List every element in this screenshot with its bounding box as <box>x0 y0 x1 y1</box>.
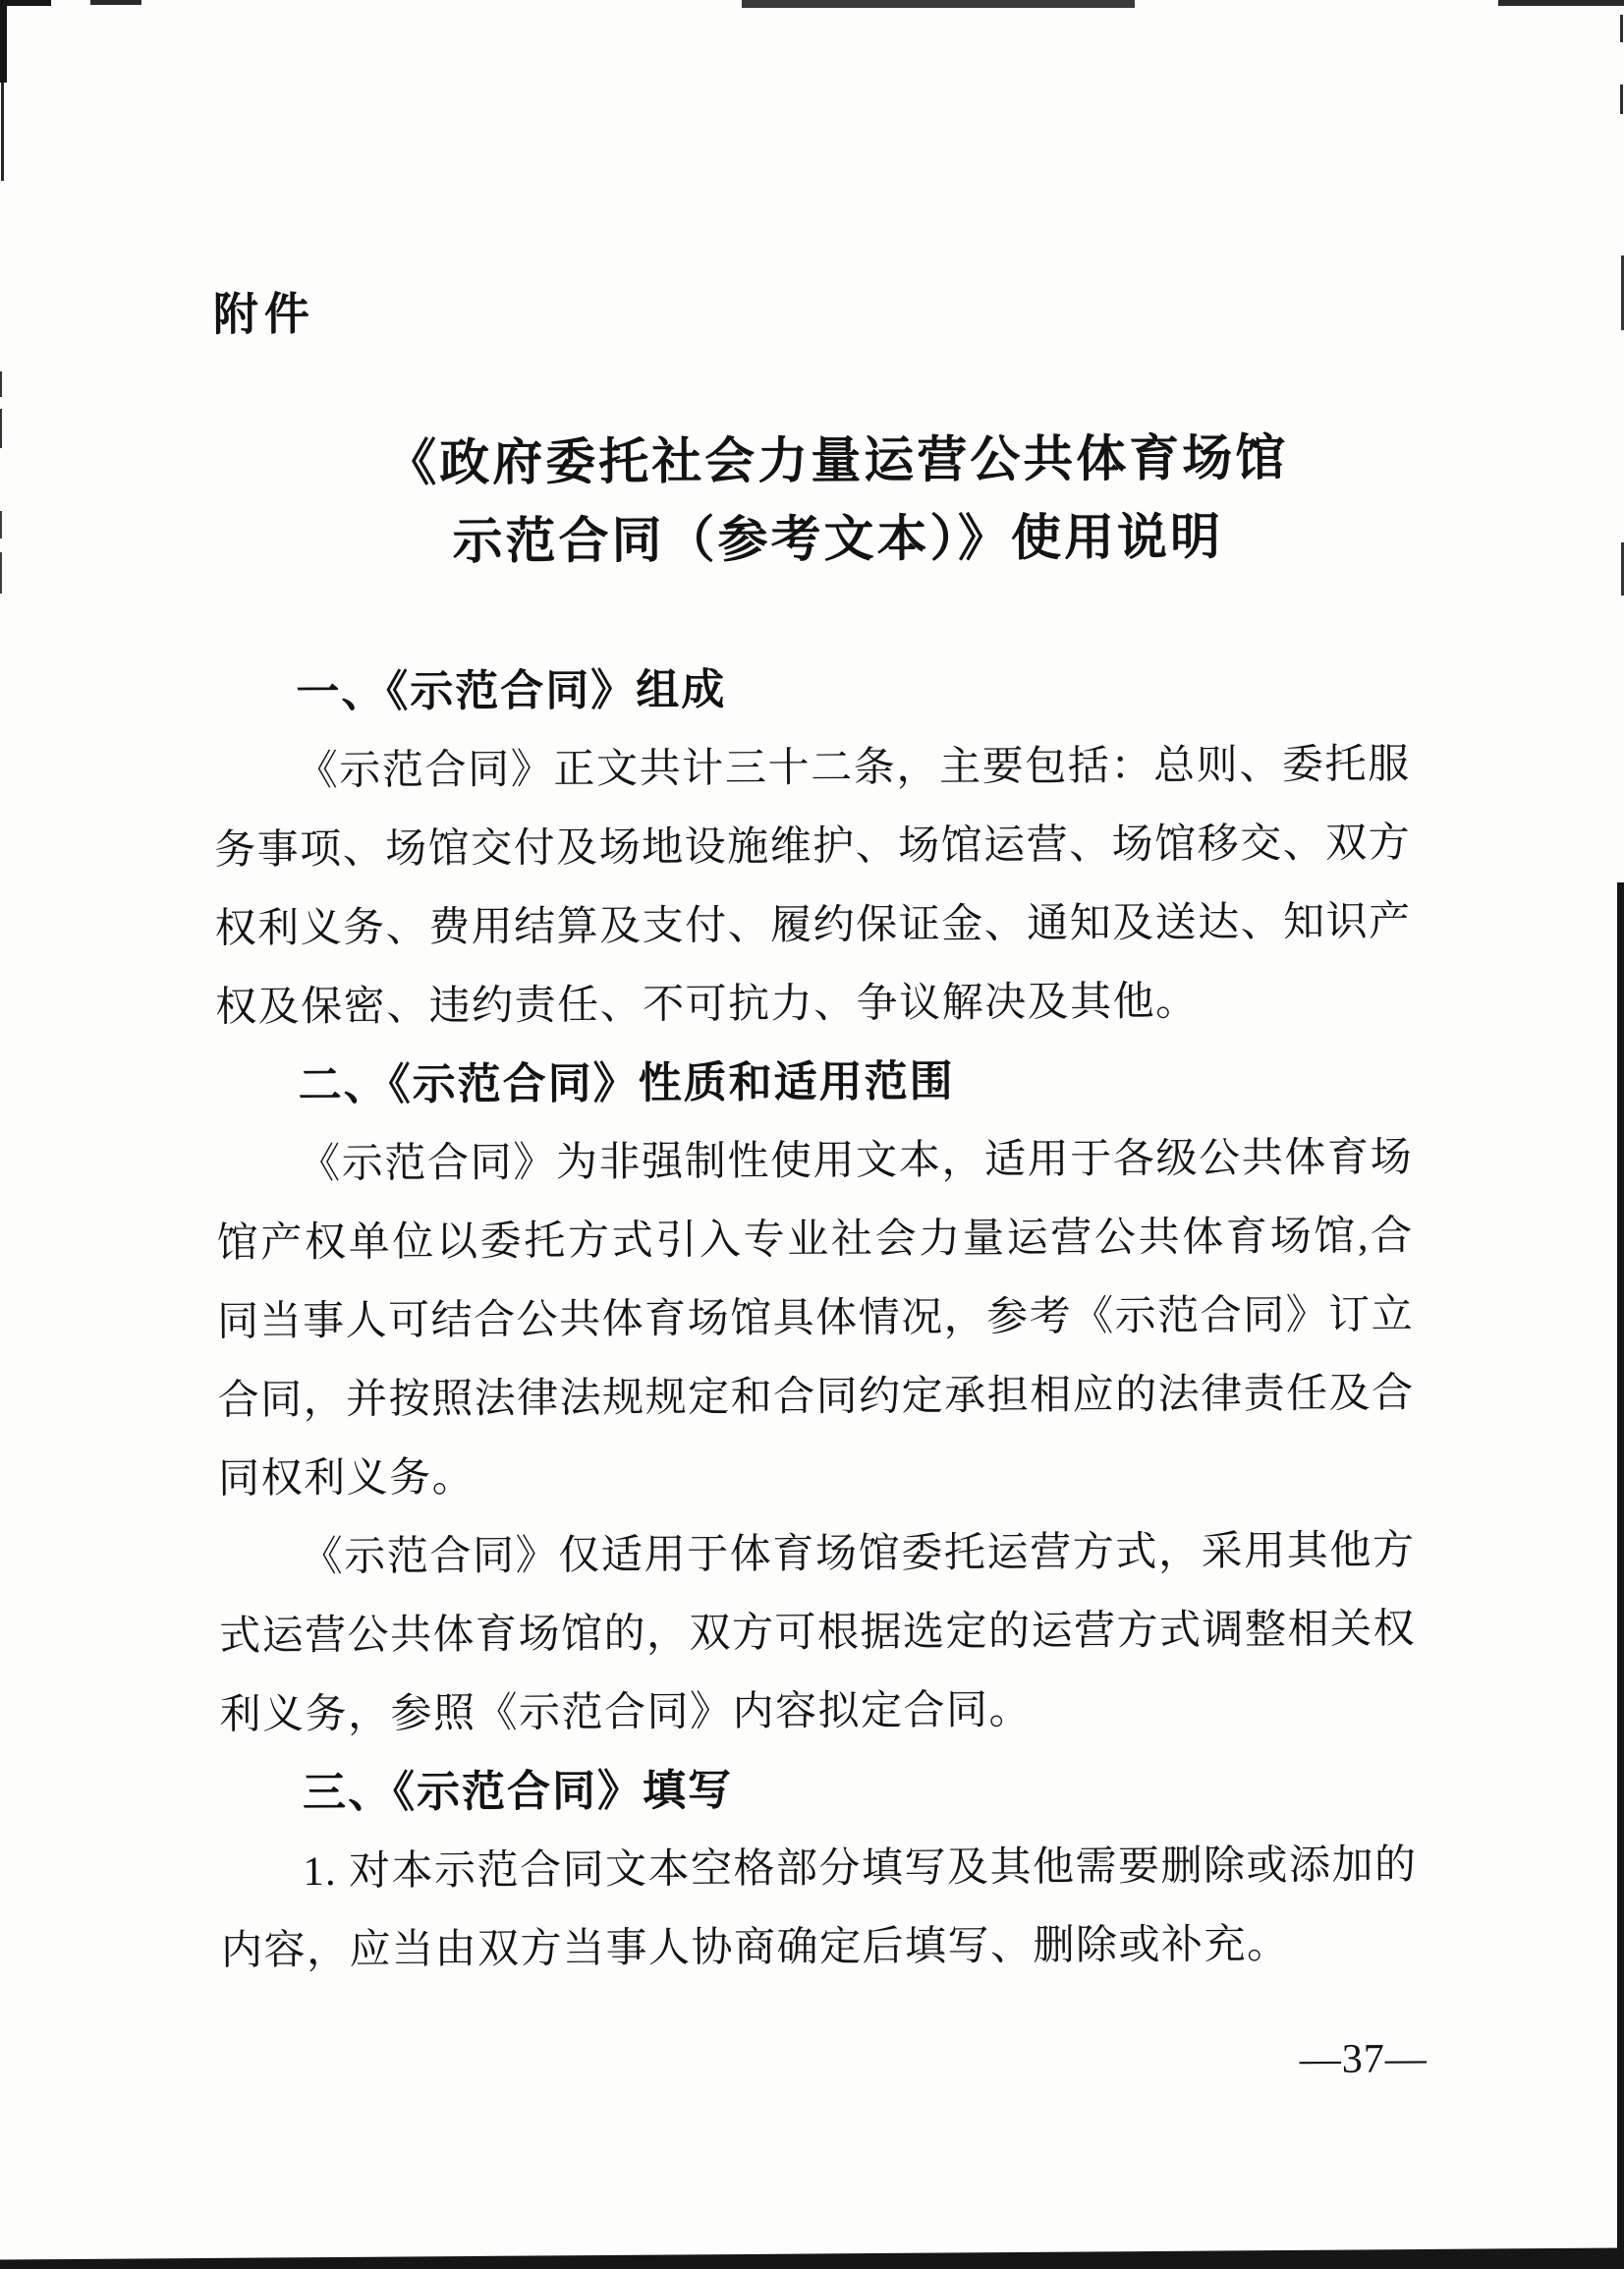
scan-artifact-top-left-streak <box>0 0 51 6</box>
scan-artifact-right-dash-2 <box>1620 85 1623 114</box>
document-title-line-1: 《政府委托社会力量运营公共体育场馆 <box>386 431 1289 492</box>
section-2-heading: 二、《示范合同》性质和适用范围 <box>298 1057 955 1110</box>
section-2-paragraph-1: 《示范合同》为非强制性使用文本，适用于各级公共体育场馆产权单位以委托方式引入专业社会力量运营公共体育场馆,合同当事人可结合公共体育场馆具体情况，参考《示范合同》订立合同，并按照法律法规规定和合同约定承担相应的法律责任及合同权利义务。 <box>216 1135 1415 1503</box>
scan-artifact-top-streak <box>90 0 141 5</box>
scan-artifact-left-dash-4 <box>0 552 2 594</box>
section-3 <box>220 1747 1418 1990</box>
scan-artifact-left-corner-bar <box>0 0 7 83</box>
document-title-line-2: 示范合同（参考文本）》使用说明 <box>452 510 1224 571</box>
document-body <box>213 647 1418 1990</box>
scan-artifact-left-dash-2 <box>0 409 2 448</box>
scan-artifact-top-center-bar <box>742 0 1135 8</box>
scan-artifact-left-line <box>1 83 4 181</box>
attachment-label: 附件 <box>212 288 316 340</box>
scan-artifact-top-right-streak <box>1498 0 1624 6</box>
scan-artifact-right-dash-1 <box>1620 15 1623 42</box>
scan-artifact-right-edge-bar <box>1617 882 1624 2269</box>
section-3-heading: 三、《示范合同》填写 <box>302 1766 734 1818</box>
section-2 <box>215 1040 1416 1754</box>
section-1-paragraph-1: 《示范合同》正文共计三十二条，主要包括：总则、委托服务事项、场馆交付及场地设施维护、场馆运营、场馆移交、双方权利义务、费用结算及支付、履约保证金、通知及送达、知识产权及保密、违约责任、不可抗力、争议解决及其他。 <box>214 742 1412 1031</box>
page-number: —37— <box>1299 2036 1428 2082</box>
section-2-paragraph-2: 《示范合同》仅适用于体育场馆委托运营方式，采用其他方式运营公共体育场馆的，双方可根据选定的运营方式调整相关权利义务，参照《示范合同》内容拟定合同。 <box>218 1528 1417 1738</box>
scan-artifact-left-dash-1 <box>0 371 2 397</box>
section-1-heading: 一、《示范合同》组成 <box>296 665 727 717</box>
section-3-paragraph-1: 1. 对本示范合同文本空格部分填写及其他需要删除或添加的内容，应当由双方当事人协商确定后填写、删除或补充。 <box>220 1843 1418 1974</box>
scan-artifact-left-dash-3 <box>0 511 2 539</box>
section-1 <box>213 647 1412 1047</box>
document-title <box>26 418 1624 585</box>
